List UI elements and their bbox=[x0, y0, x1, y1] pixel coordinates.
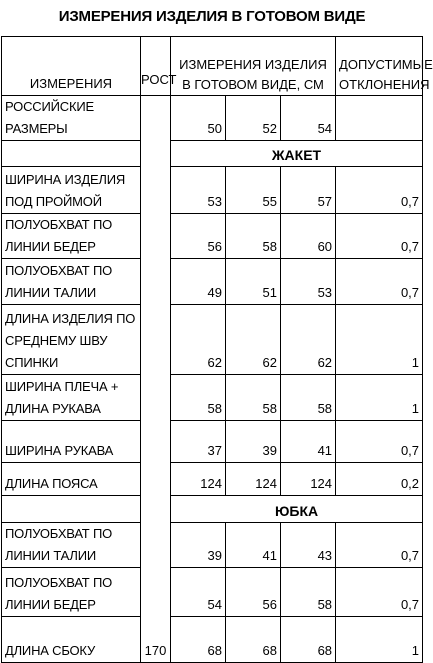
value-cell: 62 bbox=[171, 305, 226, 375]
value-cell: 41 bbox=[226, 523, 281, 568]
tolerance-cell: 0,7 bbox=[336, 167, 423, 214]
value-cell: 124 bbox=[171, 463, 226, 496]
section-title: ЖАКЕТ bbox=[171, 141, 423, 167]
sizes-label: РОССИЙСКИЕ РАЗМЕРЫ bbox=[2, 96, 141, 141]
value-cell: 57 bbox=[281, 167, 336, 214]
value-cell: 68 bbox=[226, 617, 281, 663]
header-measure: ИЗМЕРЕНИЯ bbox=[2, 37, 141, 96]
value-cell: 37 bbox=[171, 421, 226, 463]
value-cell: 58 bbox=[226, 375, 281, 421]
value-cell: 58 bbox=[281, 568, 336, 617]
header-tolerance: ДОПУСТИМЫЕ ОТКЛОНЕНИЯ bbox=[336, 37, 423, 96]
measure-label: ШИРИНА ПЛЕЧА + ДЛИНА РУКАВА bbox=[2, 375, 141, 421]
measure-label: ШИРИНА РУКАВА bbox=[2, 421, 141, 463]
value-cell: 54 bbox=[171, 568, 226, 617]
tolerance-cell: 0,7 bbox=[336, 421, 423, 463]
table-row bbox=[2, 617, 423, 663]
value-cell: 68 bbox=[281, 617, 336, 663]
value-cell: 39 bbox=[226, 421, 281, 463]
table-row bbox=[2, 214, 423, 259]
value-cell: 41 bbox=[281, 421, 336, 463]
header-height: РОСТ bbox=[141, 37, 171, 96]
value-cell: 68 bbox=[171, 617, 226, 663]
tolerance-cell: 0,7 bbox=[336, 523, 423, 568]
tolerance-cell: 1 bbox=[336, 375, 423, 421]
value-cell: 62 bbox=[281, 305, 336, 375]
header-row bbox=[2, 37, 423, 96]
page-title: ИЗМЕРЕНИЯ ИЗДЕЛИЯ В ГОТОВОМ ВИДЕ bbox=[58, 8, 366, 25]
value-cell: 56 bbox=[226, 568, 281, 617]
header-values: ИЗМЕРЕНИЯ ИЗДЕЛИЯ В ГОТОВОМ ВИДЕ, СМ bbox=[171, 37, 336, 96]
measurements-table bbox=[1, 36, 433, 663]
tolerance-cell: 0,7 bbox=[336, 259, 423, 305]
value-cell: 62 bbox=[226, 305, 281, 375]
size-cell: 52 bbox=[226, 96, 281, 141]
table-row bbox=[2, 259, 423, 305]
value-cell: 53 bbox=[281, 259, 336, 305]
value-cell: 58 bbox=[171, 375, 226, 421]
tolerance-cell: 1 bbox=[336, 617, 423, 663]
tolerance-cell: 0,7 bbox=[336, 214, 423, 259]
section-row bbox=[2, 496, 423, 523]
section-title: ЮБКА bbox=[171, 496, 423, 523]
measure-label: ПОЛУОБХВАТ ПО ЛИНИИ ТАЛИИ bbox=[2, 523, 141, 568]
value-cell: 124 bbox=[226, 463, 281, 496]
table-row bbox=[2, 305, 423, 375]
measure-label: ДЛИНА ПОЯСА bbox=[2, 463, 141, 496]
value-cell: 51 bbox=[226, 259, 281, 305]
measure-label: ПОЛУОБХВАТ ПО ЛИНИИ БЕДЕР bbox=[2, 214, 141, 259]
measure-label: ШИРИНА ИЗДЕЛИЯ ПОД ПРОЙМОЙ bbox=[2, 167, 141, 214]
value-cell: 39 bbox=[171, 523, 226, 568]
section-blank bbox=[2, 496, 141, 523]
value-cell: 53 bbox=[171, 167, 226, 214]
value-cell: 56 bbox=[171, 214, 226, 259]
size-cell: 50 bbox=[171, 96, 226, 141]
measure-label: ПОЛУОБХВАТ ПО ЛИНИИ БЕДЕР bbox=[2, 568, 141, 617]
measure-label: ПОЛУОБХВАТ ПО ЛИНИИ ТАЛИИ bbox=[2, 259, 141, 305]
table-row bbox=[2, 568, 423, 617]
section-row bbox=[2, 141, 423, 167]
measure-label: ДЛИНА СБОКУ bbox=[2, 617, 141, 663]
table-row bbox=[2, 421, 423, 463]
value-cell: 55 bbox=[226, 167, 281, 214]
table-row bbox=[2, 167, 423, 214]
section-blank bbox=[2, 141, 141, 167]
table-row bbox=[2, 375, 423, 421]
height-value: 170 bbox=[141, 96, 171, 663]
tolerance-cell: 0,7 bbox=[336, 568, 423, 617]
value-cell: 124 bbox=[281, 463, 336, 496]
value-cell: 58 bbox=[281, 375, 336, 421]
table-row bbox=[2, 463, 423, 496]
sizes-row bbox=[2, 96, 423, 141]
tolerance-cell: 1 bbox=[336, 305, 423, 375]
measure-label: ДЛИНА ИЗДЕЛИЯ ПО СРЕДНЕМУ ШВУ СПИНКИ bbox=[2, 305, 141, 375]
table-row bbox=[2, 523, 423, 568]
value-cell: 60 bbox=[281, 214, 336, 259]
size-cell: 54 bbox=[281, 96, 336, 141]
value-cell: 49 bbox=[171, 259, 226, 305]
value-cell: 58 bbox=[226, 214, 281, 259]
value-cell: 43 bbox=[281, 523, 336, 568]
tolerance-cell: 0,2 bbox=[336, 463, 423, 496]
tolerance-cell bbox=[336, 96, 423, 141]
